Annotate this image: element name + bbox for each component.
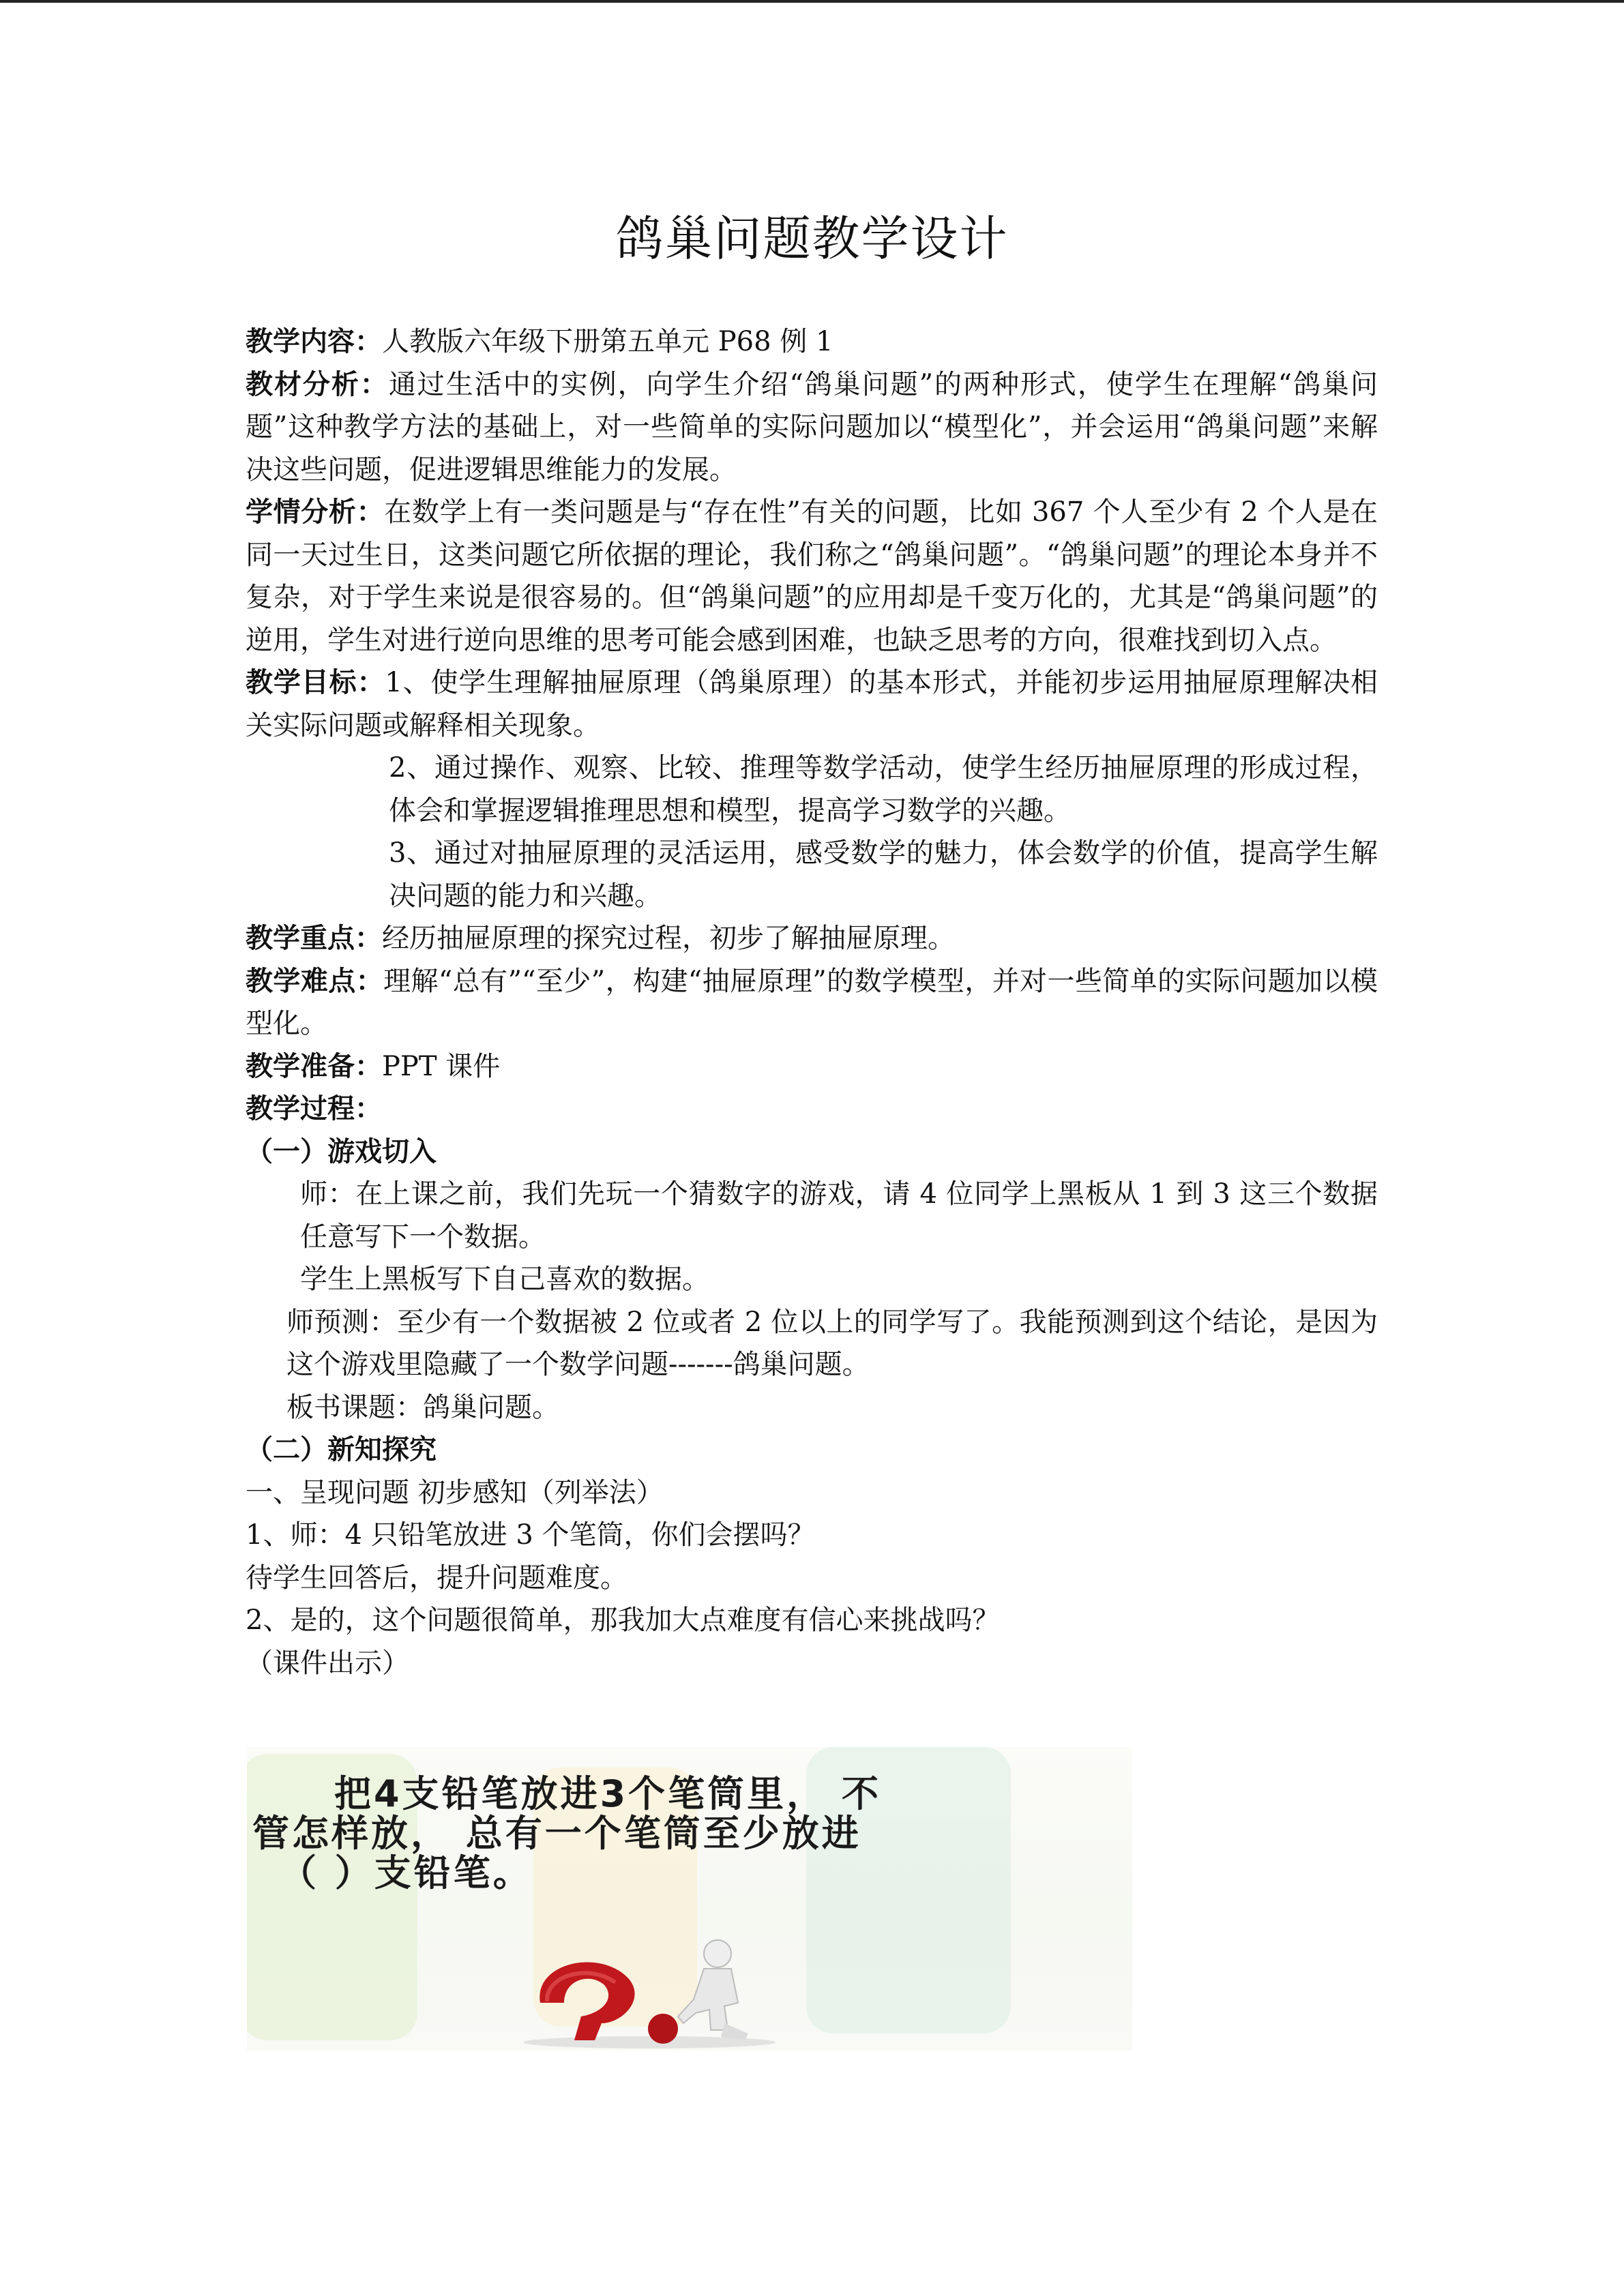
paragraph-text: 通过生活中的实例，向学生介绍“鸽巢问题”的两种形式，使学生在理解“鸽巢问题”这种教学方法的基础上，对一些简单的实际问题加以“模型化”，并会运用“鸽巢问题”来解决这些问题，促进逻辑思维能力的发展。 bbox=[246, 368, 1378, 486]
paragraph-text: 经历抽屉原理的探究过程，初步了解抽屉原理。 bbox=[382, 923, 955, 954]
heading-process: 教学过程： bbox=[246, 1092, 382, 1124]
paragraph-label: 教学重点： bbox=[246, 922, 382, 954]
question-mark-figure-icon bbox=[520, 1921, 779, 2051]
paragraph-text: PPT 课件 bbox=[382, 1050, 501, 1082]
paragraph-text: 在数学上有一类问题是与“存在性”有关的问题，比如 367 个人至少有 2 个人是在同一天过生日，这类问题它所依据的理论，我们称之“鸽巢问题”。“鸽巢问题”的理论本身并不复杂，对于学生来说是很容易的。但“鸽巢问题”的应用却是千变万化的，尤其是“鸽巢问题”的逆用，学生对进行逆向思维的思考可能会感到困难，也缺乏思考的方向，很难找到切入点。 bbox=[246, 496, 1378, 656]
paragraph-goal-2: 2、通过操作、观察、比较、推理等数学活动，使学生经历抽屉原理的形成过程，体会和掌握逻辑推理思想和模型，提高学习数学的兴趣。 bbox=[389, 752, 1378, 826]
paragraph-student-write: 学生上黑板写下自己喜欢的数据。 bbox=[300, 1264, 709, 1295]
paragraph-label: 教材分析： bbox=[246, 368, 389, 400]
document-title: 鸽巢问题教学设计 bbox=[615, 211, 1009, 267]
slide-line: 把4支铅笔放进3个笔筒里， 不 bbox=[334, 1772, 881, 1815]
paragraph-learner bbox=[246, 491, 1378, 661]
paragraph-goal-1 bbox=[246, 661, 1378, 747]
paragraph-question-1: 1、师：4 只铅笔放进 3 个笔筒，你们会摆吗？ bbox=[246, 1519, 815, 1551]
paragraph-analysis bbox=[246, 363, 1378, 492]
paragraph-teacher-game: 师：在上课之前，我们先玩一个猜数字的游戏，请 4 位同学上黑板从 1 到 3 这三个数据任意写下一个数据。 bbox=[300, 1178, 1378, 1253]
document-body bbox=[246, 320, 1378, 1684]
paragraph-key-point bbox=[246, 917, 1378, 960]
page-top-border bbox=[0, 0, 1624, 3]
paragraph-text: 1、使学生理解抽屉原理（鸽巢原理）的基本形式，并能初步运用抽屉原理解决相关实际问题或解释相关现象。 bbox=[246, 667, 1378, 741]
slide-line: （ ）支铅笔。 bbox=[280, 1851, 533, 1894]
paragraph-question-2: 2、是的，这个问题很简单，那我加大点难度有信心来挑战吗？ bbox=[246, 1605, 1000, 1636]
paragraph-board-title: 板书课题：鸽巢问题。 bbox=[286, 1391, 559, 1423]
paragraph-content bbox=[246, 320, 1378, 363]
paragraph-teacher-predict: 师预测：至少有一个数据被 2 位或者 2 位以上的同学写了。我能预测到这个结论，是因为这个游戏里隐藏了一个数学问题-------鸽巢问题。 bbox=[286, 1306, 1378, 1380]
paragraph-step-1: 一、呈现问题 初步感知（列举法） bbox=[246, 1476, 664, 1508]
paragraph-preparation bbox=[246, 1045, 1378, 1088]
paragraph-text: 理解“总有”“至少”，构建“抽屉原理”的数学模型，并对一些简单的实际问题加以模型化。 bbox=[246, 965, 1378, 1039]
paragraph-difficulty bbox=[246, 960, 1378, 1045]
paragraph-label: 教学内容： bbox=[246, 325, 382, 357]
paragraph-label: 教学准备： bbox=[246, 1049, 382, 1082]
section-heading-explore: （二）新知探究 bbox=[246, 1433, 437, 1465]
paragraph-label: 学情分析： bbox=[246, 496, 385, 528]
paragraph-goal-3: 3、通过对抽屉原理的灵活运用，感受数学的魅力，体会数学的价值，提高学生解决问题的能力和兴趣。 bbox=[389, 837, 1378, 912]
paragraph-label: 教学难点： bbox=[246, 964, 384, 997]
slide-line: 管怎样放， 总有一个笔筒至少放进 bbox=[252, 1812, 861, 1855]
paragraph-text: 人教版六年级下册第五单元 P68 例 1 bbox=[382, 326, 833, 357]
paragraph-label: 教学目标： bbox=[246, 666, 385, 698]
courseware-slide-image bbox=[247, 1747, 1132, 2051]
paragraph-followup: 待学生回答后，提升问题难度。 bbox=[246, 1562, 628, 1594]
slide-question-text bbox=[252, 1774, 1132, 1893]
paragraph-slide-note: （课件出示） bbox=[246, 1647, 409, 1679]
section-heading-game: （一）游戏切入 bbox=[246, 1135, 437, 1167]
